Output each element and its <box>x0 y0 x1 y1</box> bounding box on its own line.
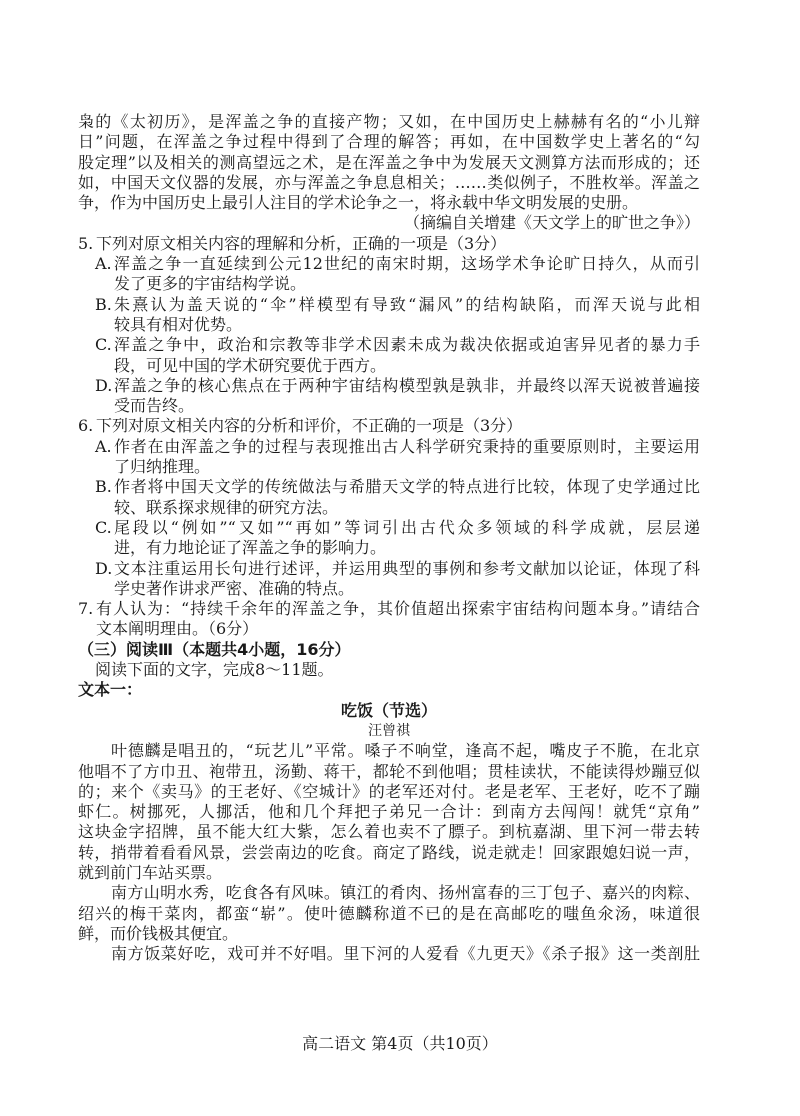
option-text <box>114 295 700 336</box>
citation: （摘编自关增建《天文学上的旷世之争》） <box>403 213 700 233</box>
option-text <box>114 376 700 417</box>
text-line: 段，可见中国的学术研究要优于西方。 <box>114 355 387 375</box>
option-text <box>114 437 700 478</box>
text-line: 了归纳推理。 <box>114 457 211 477</box>
question-number: 7. <box>78 599 94 619</box>
text-line: 较具有相对优势。 <box>114 314 243 334</box>
text-line: 这块金字招牌，虽不能大红大紫，怎么着也卖不了膘子。到杭嘉湖、里下河一带去转 <box>78 822 700 842</box>
question-7 <box>78 599 700 640</box>
text-line: 转，捎带着看看风景，尝尝南边的吃食。商定了路线，说走就走！回家跟媳妇说一声， <box>78 842 700 862</box>
option-letter: B. <box>95 477 112 497</box>
text-line: 浑盖之争的核心焦点在于两种宇宙结构模型孰是孰非，并最终以浑天说被普遍接 <box>114 375 700 395</box>
option-text <box>114 559 700 600</box>
text-line: 较、联系探求规律的研究方法。 <box>114 497 339 517</box>
text-line: 受而告终。 <box>114 396 195 416</box>
text-line: 争，作为中国历史上最引人注目的学术论争之一，将永载中华文明发展的史册。 <box>78 193 639 213</box>
section-instruction: 阅读下面的文字，完成8～11题。 <box>95 660 334 680</box>
text-line: 文本阐明理由。（6分） <box>96 619 259 639</box>
text-line: 南方山明水秀，吃食各有风味。镇江的肴肉、扬州富春的三丁包子、嘉兴的肉粽、 <box>111 883 700 903</box>
question-stem <box>78 234 700 254</box>
text-line: 如，中国天文仪器的发展，亦与浑盖之争息息相关；……类似例子，不胜枚举。浑盖之 <box>78 172 700 192</box>
option-letter: A. <box>95 254 112 274</box>
text-line: 进，有力地论证了浑盖之争的影响力。 <box>114 538 387 558</box>
text-line: 股定理”以及相关的测高望远之术，是在浑盖之争中为发展天文测算方法而形成的；还 <box>78 152 700 172</box>
option-c <box>78 518 700 559</box>
text-line: 日”问题，在浑盖之争过程中得到了合理的解答；再如，在中国数学史上著名的“勾 <box>78 132 700 152</box>
option-b <box>78 477 700 518</box>
text-line: 作者在由浑盖之争的过程与表现推出古人科学研究秉持的重要原则时，主要运用 <box>114 436 700 456</box>
question-6 <box>78 416 700 599</box>
article-author: 汪曾祺 <box>368 722 410 739</box>
question-5 <box>78 234 700 417</box>
option-a <box>78 437 700 478</box>
text-line: 学史著作讲求严密、准确的特点。 <box>114 578 355 598</box>
option-b <box>78 295 700 336</box>
text-line: 尾段以“例如”“又如”“再如”等词引出古代众多领域的科学成就，层层递 <box>114 517 700 537</box>
text-line: 浑盖之争一直延续到公元12世纪的南宋时期，这场学术争论旷日持久，从而引 <box>114 254 700 274</box>
option-text <box>114 477 700 518</box>
question-stem <box>78 416 700 436</box>
question-text <box>96 234 700 254</box>
article-title: 吃饭（节选） <box>340 700 437 720</box>
text-line: 下列对原文相关内容的分析和评价，不正确的一项是（3分） <box>96 416 523 436</box>
section-heading: （三）阅读Ⅲ（本题共4小题，16分） <box>78 639 351 659</box>
text-line: 就到前门车站买票。 <box>78 862 223 882</box>
text-line: 他唱不了方巾丑、袍带丑，汤勤、蒋干，都轮不到他唱；贯桂读状，不能读得炒蹦豆似 <box>78 761 700 781</box>
article-paragraph <box>78 944 700 964</box>
option-c <box>78 335 700 376</box>
question-text <box>96 416 700 436</box>
option-text <box>114 518 700 559</box>
option-text <box>114 335 700 376</box>
text-line: 文本注重运用长句进行述评，并运用典型的事例和参考文献加以论证，体现了科 <box>114 558 700 578</box>
option-a <box>78 254 700 295</box>
text-line: 下列对原文相关内容的理解和分析，正确的一项是（3分） <box>96 233 507 253</box>
text-line: 绍兴的梅干菜肉，都蛮“崭”。使叶德麟称道不已的是在高邮吃的嗤鱼氽汤，味道很 <box>78 903 700 923</box>
text-line: 的；来个《卖马》的王老好、《空城计》的老军还对付。老是老军、王老好，吃不了蹦 <box>78 781 700 801</box>
option-letter: C. <box>95 335 112 355</box>
text-line: 朱熹认为盖天说的“伞”样模型有导致“漏风”的结构缺陷，而浑天说与此相 <box>114 294 700 314</box>
option-d <box>78 559 700 600</box>
option-letter: D. <box>95 375 113 395</box>
option-letter: D. <box>95 558 113 578</box>
text-line: 发了更多的宇宙结构学说。 <box>114 274 307 294</box>
option-d <box>78 376 700 417</box>
article-paragraph <box>78 741 700 883</box>
text-line: 作者将中国天文学的传统做法与希腊天文学的特点进行比较，体现了史学通过比 <box>114 477 700 497</box>
option-letter: A. <box>95 436 112 456</box>
text-line: 有人认为：“持续千余年的浑盖之争，其价值超出探索宇宙结构问题本身。”请结合 <box>96 599 700 619</box>
question-number: 6. <box>78 416 94 436</box>
option-letter: B. <box>95 294 112 314</box>
option-text <box>114 254 700 295</box>
text-line: 南方饭菜好吃，戏可并不好唱。里下河的人爱看《九更天》《杀子报》这一类剖肚 <box>111 944 700 964</box>
text-line: 枭的《太初历》，是浑盖之争的直接产物；又如，在中国历史上赫赫有名的“小儿辩 <box>78 112 700 131</box>
question-number: 5. <box>78 233 94 253</box>
text-line: 叶德麟是唱丑的，“玩艺儿”平常。嗓子不响堂，逢高不起，嘴皮子不脆，在北京 <box>111 741 700 761</box>
passage-excerpt <box>78 112 700 234</box>
text-label: 文本一： <box>78 680 143 700</box>
text-line: 虾仁。树挪死，人挪活，他和几个拜把子弟兄一合计：到南方去闯闯！就凭“京角” <box>78 802 700 822</box>
text-line: 鲜，而价钱极其便宜。 <box>78 923 239 943</box>
exam-page-body <box>78 112 700 964</box>
question-stem <box>78 599 700 640</box>
option-letter: C. <box>95 517 112 537</box>
question-text <box>96 599 700 640</box>
page-footer: 高二语文 第4页（共10页） <box>302 1034 498 1053</box>
article-paragraph <box>78 883 700 944</box>
text-line: 浑盖之争中，政治和宗教等非学术因素未成为裁决依据或迫害异见者的暴力手 <box>114 335 700 355</box>
